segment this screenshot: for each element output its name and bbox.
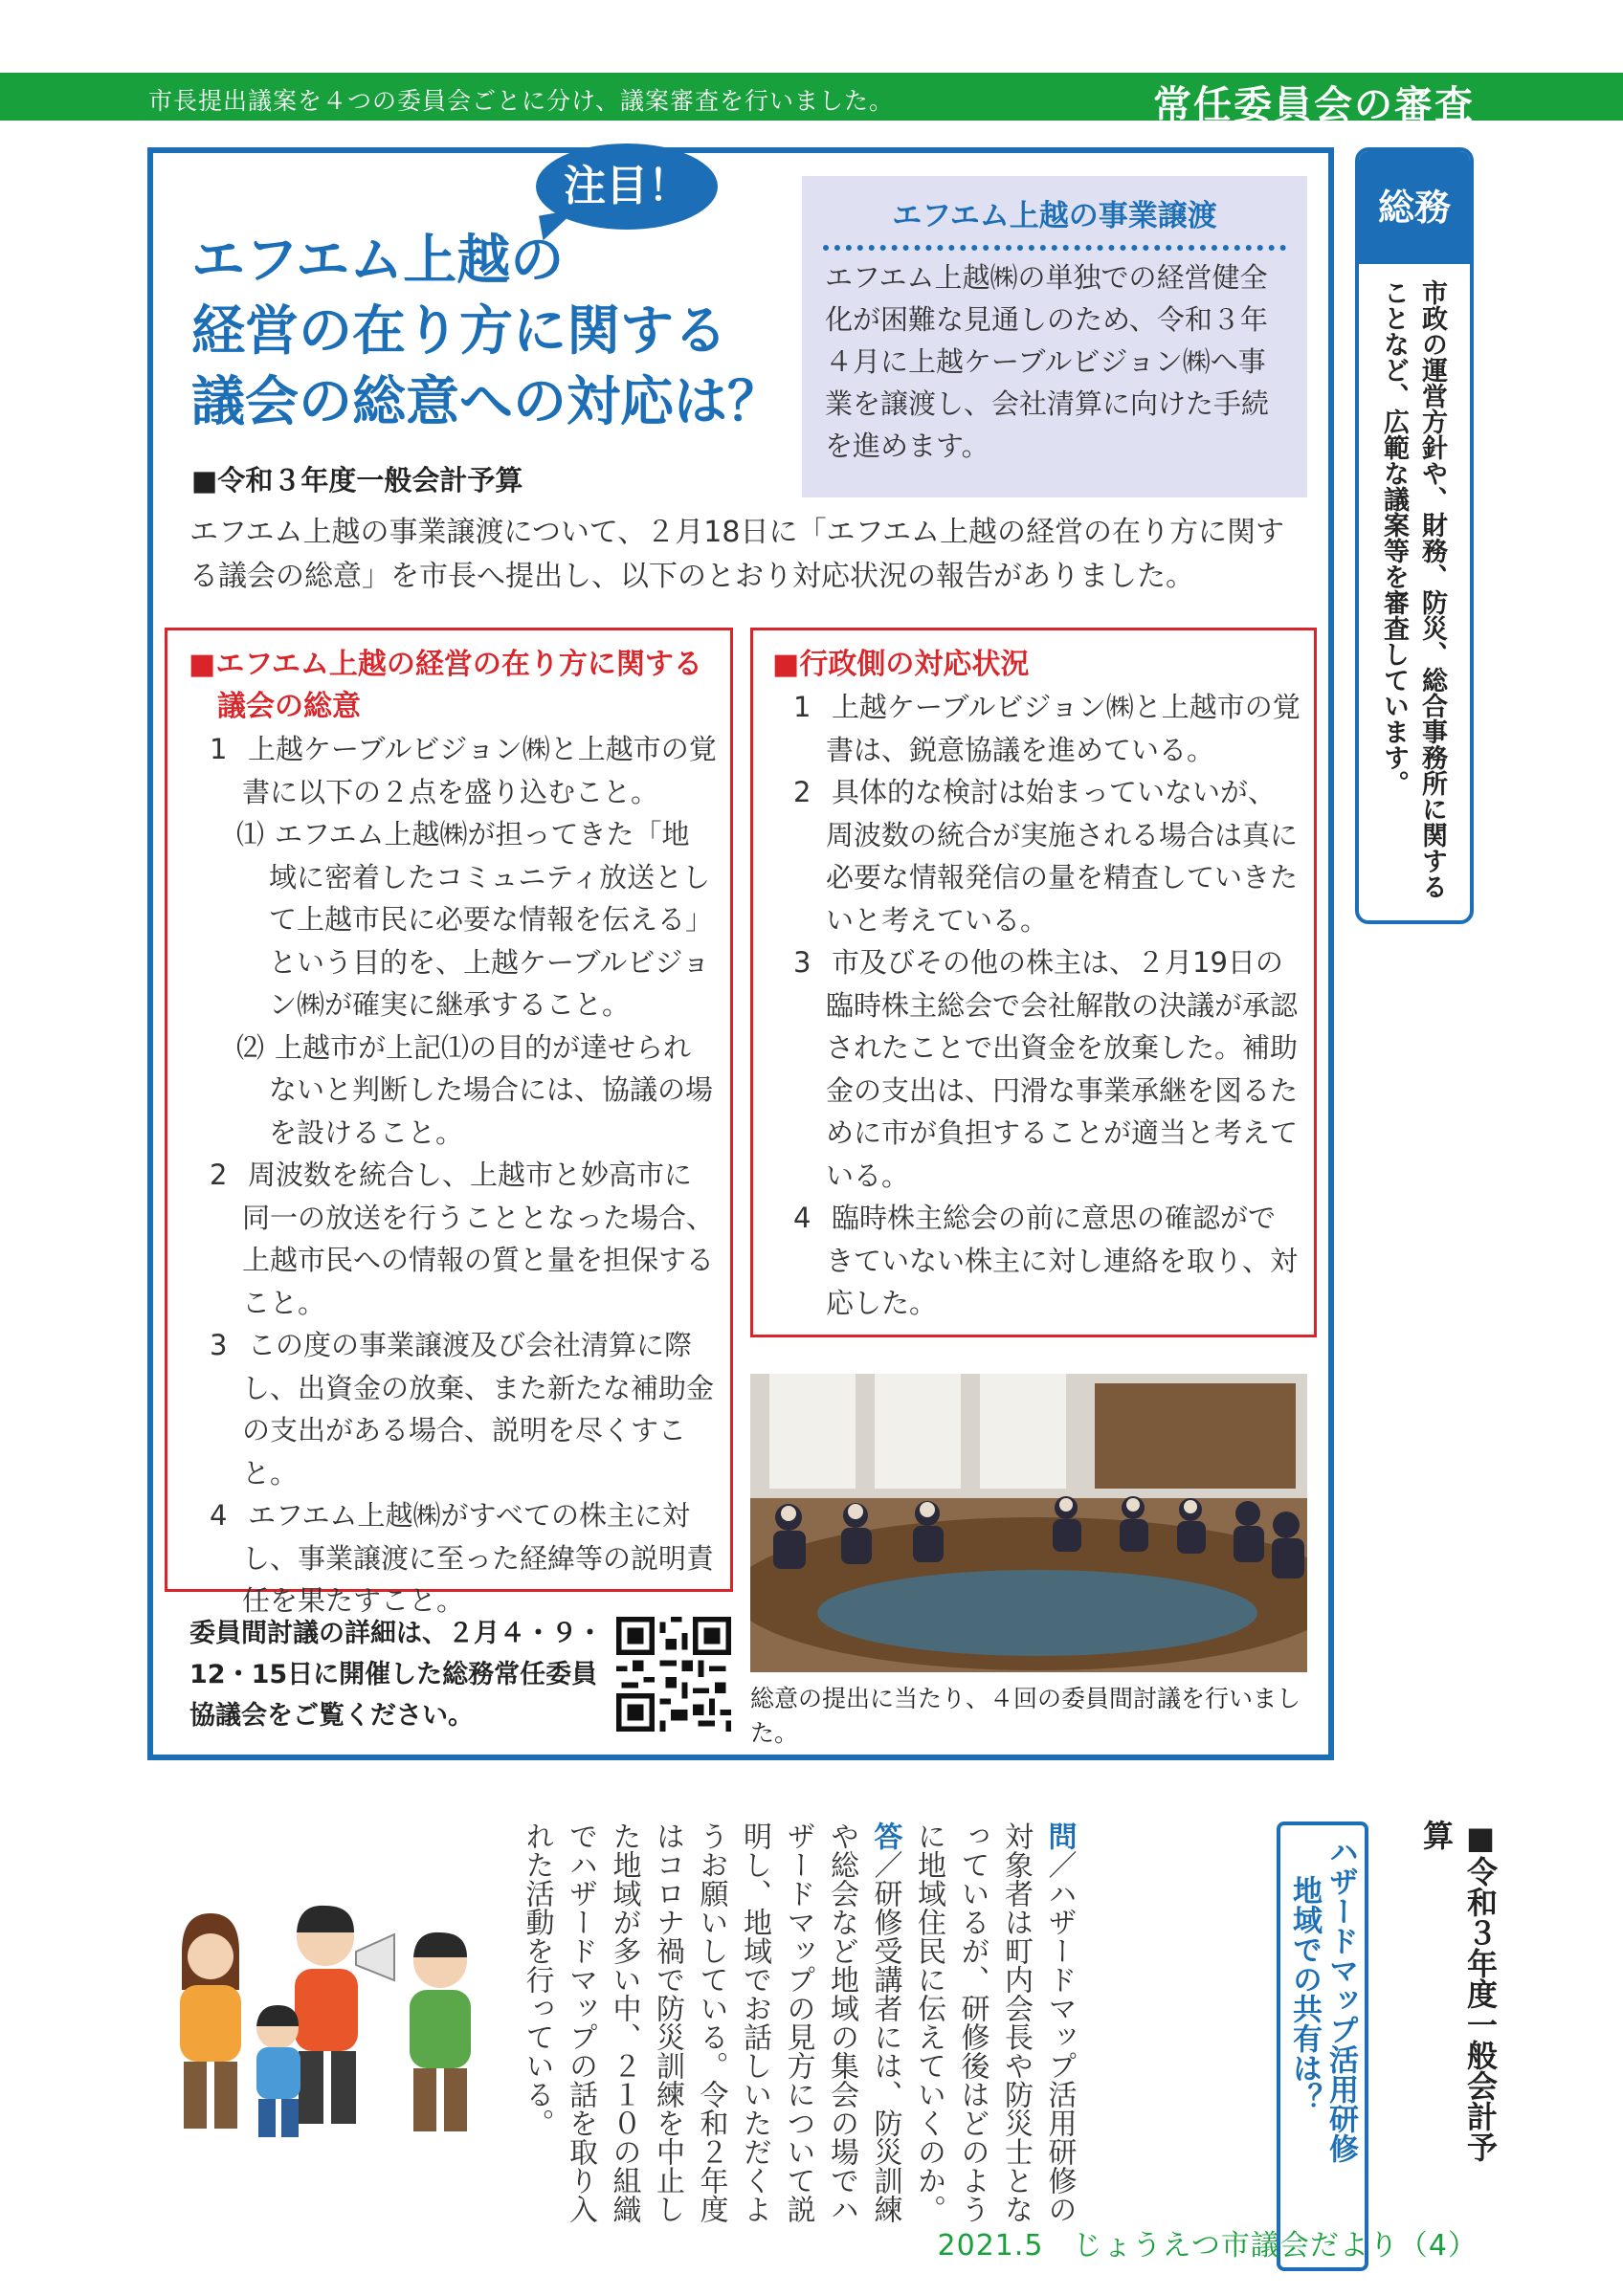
list-item	[189, 1027, 717, 1155]
feature-intro: エフエム上越の事業譲渡について、２月18日に「エフエム上越の経営の在り方に関する議会の総意」を市長へ提出し、以下のとおり対応状況の報告がありました。	[189, 516, 1284, 593]
answer-mark: 答	[868, 1821, 902, 1850]
council-box-title	[189, 644, 717, 728]
admin-items	[772, 686, 1301, 1325]
list-item	[189, 1324, 717, 1494]
meeting-photo-drawing	[750, 1374, 1307, 1672]
item-text: エフエム上越㈱がすべての株主に対し、事業譲渡に至った経緯等の説明責任を果たすこと。	[242, 1499, 715, 1617]
item-number: 2	[210, 1159, 228, 1191]
list-item	[772, 1197, 1301, 1325]
headline-line: 経営の在り方に関する	[191, 300, 727, 363]
budget-label: ■令和３年度一般会計予算	[191, 464, 523, 497]
item-number: 2	[793, 776, 812, 808]
list-item	[189, 813, 717, 1027]
meeting-photo	[750, 1374, 1307, 1672]
page-footer: 2021.5 じょうえつ市議会だより（4）	[937, 2229, 1478, 2263]
item-text: この度の事業譲渡及び会社清算に際し、出資金の放棄、また新たな補助金の支出がある場合、説明を尽くすこと。	[242, 1329, 715, 1490]
item-number: 1	[210, 733, 228, 765]
list-item	[189, 728, 717, 813]
question-mark: 問	[1042, 1821, 1077, 1850]
budget-label-2: ■令和３年度一般会計予算	[1418, 1820, 1499, 2162]
header-title: 常任委員会の審査	[1153, 83, 1475, 127]
item-number: 4	[793, 1202, 812, 1234]
admin-response-box	[750, 628, 1317, 1337]
item-text: 臨時株主総会の前に意思の確認ができていない株主に対し連絡を取り、対応した。	[826, 1202, 1299, 1319]
attention-badge: 注目！	[536, 144, 718, 230]
transfer-box-title: エフエム上越の事業譲渡	[892, 199, 1217, 233]
admin-box-title: ■行政側の対応状況	[772, 648, 1030, 681]
qr-code-drawing	[616, 1617, 731, 1732]
list-item	[772, 686, 1301, 771]
hazard-title-line: ハザードマップ活用研修	[1323, 1837, 1358, 2163]
item-text: 具体的な検討は始まっていないが、周波数の統合が実施される場合は真に必要な情報発信の量を精査していきたいと考えている。	[826, 776, 1299, 937]
council-items	[189, 728, 717, 1623]
feature-headline	[191, 226, 804, 438]
item-text: 上越ケーブルビジョン㈱と上越市の覚書は、鋭意協議を進めている。	[826, 691, 1301, 766]
committee-tab-label: 総務	[1377, 187, 1451, 229]
item-text: 周波数を統合し、上越市と妙高市に同一の放送を行うこととなった場合、上越市民への情報の質と量を担保すること。	[242, 1159, 715, 1319]
answer-text: ／研修受講者には、防災訓練や総会など地域の集会の場でハザードマップの見方について説明し、地域でお話しいただくようお願いしている。令和２年度はコロナ禍で防災訓練を中止した地域が多い中、２１０の組織でハザードマップの話を取り入れた活動を行っている。	[520, 1821, 902, 2223]
photo-caption: 総意の提出に当たり、４回の委員間討議を行いました。	[750, 1685, 1301, 1747]
qr-code-icon[interactable]	[616, 1617, 731, 1732]
item-number: 3	[793, 946, 812, 979]
illustration-drawing	[144, 1885, 507, 2152]
item-number: 3	[210, 1329, 228, 1361]
item-text: 市及びその他の株主は、２月19日の臨時株主総会で会社解散の決議が承認されたことで出資金を放棄した。補助金の支出は、円滑な事業承継を図るために市が負担することが適当と考えている。	[826, 946, 1299, 1192]
item-number: 1	[793, 691, 812, 723]
list-item	[772, 941, 1301, 1197]
transfer-box-body: エフエム上越㈱の単独での経営健全化が困難な見通しのため、令和３年４月に上越ケーブルビジョン㈱へ事業を譲渡し、会社清算に向けた手続を進めます。	[825, 261, 1270, 462]
dotted-divider	[823, 245, 1286, 251]
committee-description: 市政の運営方針や、財務、防災、総合事務所に関することなど、広範な議案等を審査しています。	[1379, 279, 1447, 899]
hazard-qa	[515, 1821, 1081, 2242]
headline-line: エフエム上越の	[191, 230, 565, 292]
hazard-title	[1286, 1837, 1359, 2258]
item-text: エフエム上越㈱が担ってきた「地域に密着したコミュニティ放送として上越市民に必要な情報を伝える」という目的を、上越ケーブルビジョン㈱が確実に継承すること。	[269, 818, 714, 1021]
council-consensus-box	[165, 628, 733, 1617]
qr-note: 委員間討議の詳細は、２月４・９・12・15日に開催した総務常任委員協議会をご覧ください。	[189, 1619, 603, 1731]
question-text: ／ハザードマップ活用研修の対象者は町内会長や防災士となっているが、研修後はどのように地域住民に伝えていくのか。	[912, 1821, 1077, 2223]
item-number: ⑴	[236, 818, 265, 850]
header-subtitle: 市長提出議案を４つの委員会ごとに分け、議案審査を行いました。	[148, 87, 895, 115]
hazard-title-line: 地域での共有は？	[1287, 1875, 1322, 2112]
family-evacuation-illustration	[144, 1885, 507, 2152]
item-number: ⑵	[236, 1030, 265, 1064]
list-item	[189, 1494, 717, 1623]
council-box-title-line: 議会の総意	[217, 690, 361, 723]
headline-line: 議会の総意への対応は？	[191, 371, 781, 433]
item-text: 上越市が上記⑴の目的が達せられないと判断した場合には、協議の場を設けること。	[269, 1030, 714, 1149]
list-item	[772, 771, 1301, 941]
item-number: 4	[210, 1499, 228, 1532]
council-box-title-line: ■エフエム上越の経営の在り方に関する	[189, 648, 702, 681]
item-text: 上越ケーブルビジョン㈱と上越市の覚書に以下の２点を盛り込むこと。	[242, 733, 717, 808]
list-item	[189, 1154, 717, 1324]
